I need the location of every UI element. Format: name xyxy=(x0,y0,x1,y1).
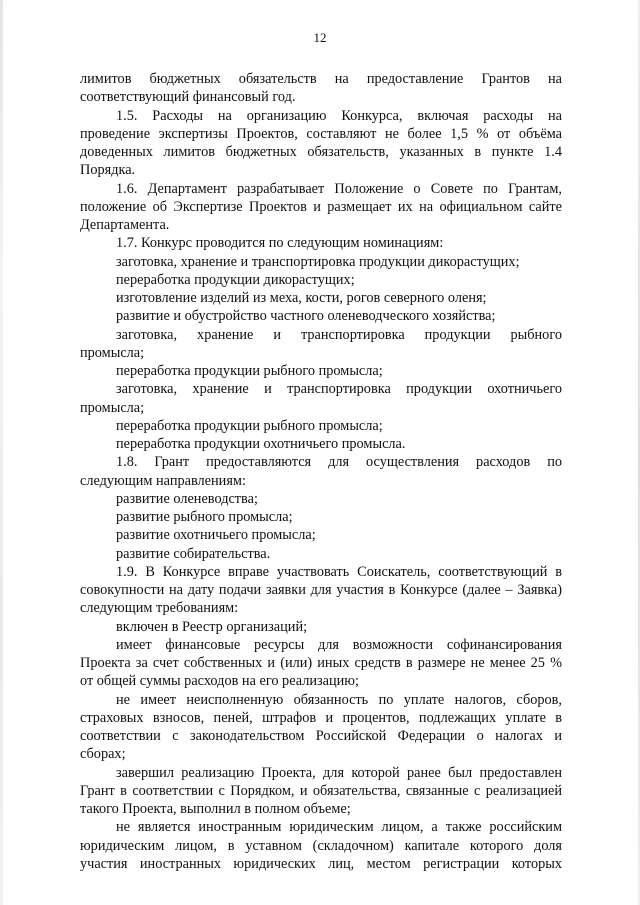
text-line: следующим требованиям: xyxy=(80,600,239,617)
text-line: развитие охотничьего промысла; xyxy=(116,527,316,544)
text-line: 1.7. Конкурс проводится по следующим номинациям: xyxy=(116,235,444,252)
page-number: 12 xyxy=(313,30,327,45)
text-line: страховых взносов, пеней, штрафов и процентов, подлежащих уплате в xyxy=(80,709,562,726)
text-line: развитие рыбного промысла; xyxy=(116,509,293,525)
text-line: переработка продукции рыбного промысла; xyxy=(116,417,383,434)
text-line: доведенных лимитов бюджетных обязательств, указанных в пункте 1.4 xyxy=(80,144,562,160)
text-line: от общей суммы расходов на его реализацию; xyxy=(80,673,359,690)
text-line: следующим направлениям: xyxy=(80,472,246,489)
text-line: 1.5. Расходы на организацию Конкурса, включая расходы на xyxy=(116,107,562,124)
text-line: участия иностранных юридических лиц, местом регистрации которых xyxy=(80,855,562,872)
text-line: промысла; xyxy=(80,344,145,361)
text-line: развитие оленеводства; xyxy=(116,490,258,507)
text-line: соответствующий финансовый год. xyxy=(80,89,296,106)
text-line: развитие и обустройство частного оленеводческого хозяйства; xyxy=(116,308,496,325)
text-line: включен в Реестр организаций; xyxy=(116,618,308,635)
text-line: проведение экспертизы Проектов, составляют не более 1,5 % от объёма xyxy=(80,125,562,142)
text-line: промысла; xyxy=(80,399,145,416)
text-line: сборах; xyxy=(80,746,126,763)
text-line: лимитов бюджетных обязательств на предоставление Грантов на xyxy=(80,71,562,87)
text-line: изготовление изделий из меха, кости, рогов северного оленя; xyxy=(116,290,487,306)
text-line: заготовка, хранение и транспортировка продукции охотничьего xyxy=(116,381,562,398)
text-line: такого Проекта, выполнил в полном объеме; xyxy=(80,801,351,817)
text-line: заготовка, хранение и транспортировка продукции рыбного xyxy=(116,326,562,343)
text-line: не является иностранным юридическим лицом, а также российским xyxy=(116,819,562,836)
text-line: юридическим лицом, в уставном (складочном) капитале которого доля xyxy=(80,837,562,854)
text-line: заготовка, хранение и транспортировка продукции дикорастущих; xyxy=(116,253,520,270)
text-line: Департамента. xyxy=(80,217,170,233)
text-line: Грант в соответствии с Порядком, и обязательства, связанные с реализацией xyxy=(80,782,562,799)
text-line: Проекта за счет собственных и (или) иных средств в размере не менее 25 % xyxy=(80,655,562,671)
text-line: переработка продукции дикорастущих; xyxy=(116,271,355,288)
document-body xyxy=(80,70,562,873)
text-line: 1.9. В Конкурсе вправе участвовать Соискатель, соответствующий в xyxy=(116,563,562,580)
text-line: переработка продукции охотничьего промысла. xyxy=(116,436,406,452)
text-line: имеет финансовые ресурсы для возможности софинансирования xyxy=(116,636,562,653)
text-line: совокупности на дату подачи заявки для участия в Конкурсе (далее – Заявка) xyxy=(80,582,562,598)
text-line: развитие собирательства. xyxy=(116,545,271,562)
text-line: 1.8. Грант предоставляются для осуществления расходов по xyxy=(116,454,562,471)
text-line: положение об Экспертизе Проектов и размещает их на официальном сайте xyxy=(80,198,562,215)
text-line: соответствии с законодательством Российской Федерации о налогах и xyxy=(80,728,562,744)
text-line: 1.6. Департамент разрабатывает Положение о Совете по Грантам, xyxy=(116,180,562,197)
text-line: завершил реализацию Проекта, для которой ранее был предоставлен xyxy=(116,764,562,781)
text-line: переработка продукции рыбного промысла; xyxy=(116,363,383,379)
text-line: Порядка. xyxy=(80,162,136,179)
scan-edge-left xyxy=(0,0,3,905)
text-line: не имеет неисполненную обязанность по уплате налогов, сборов, xyxy=(116,691,562,708)
